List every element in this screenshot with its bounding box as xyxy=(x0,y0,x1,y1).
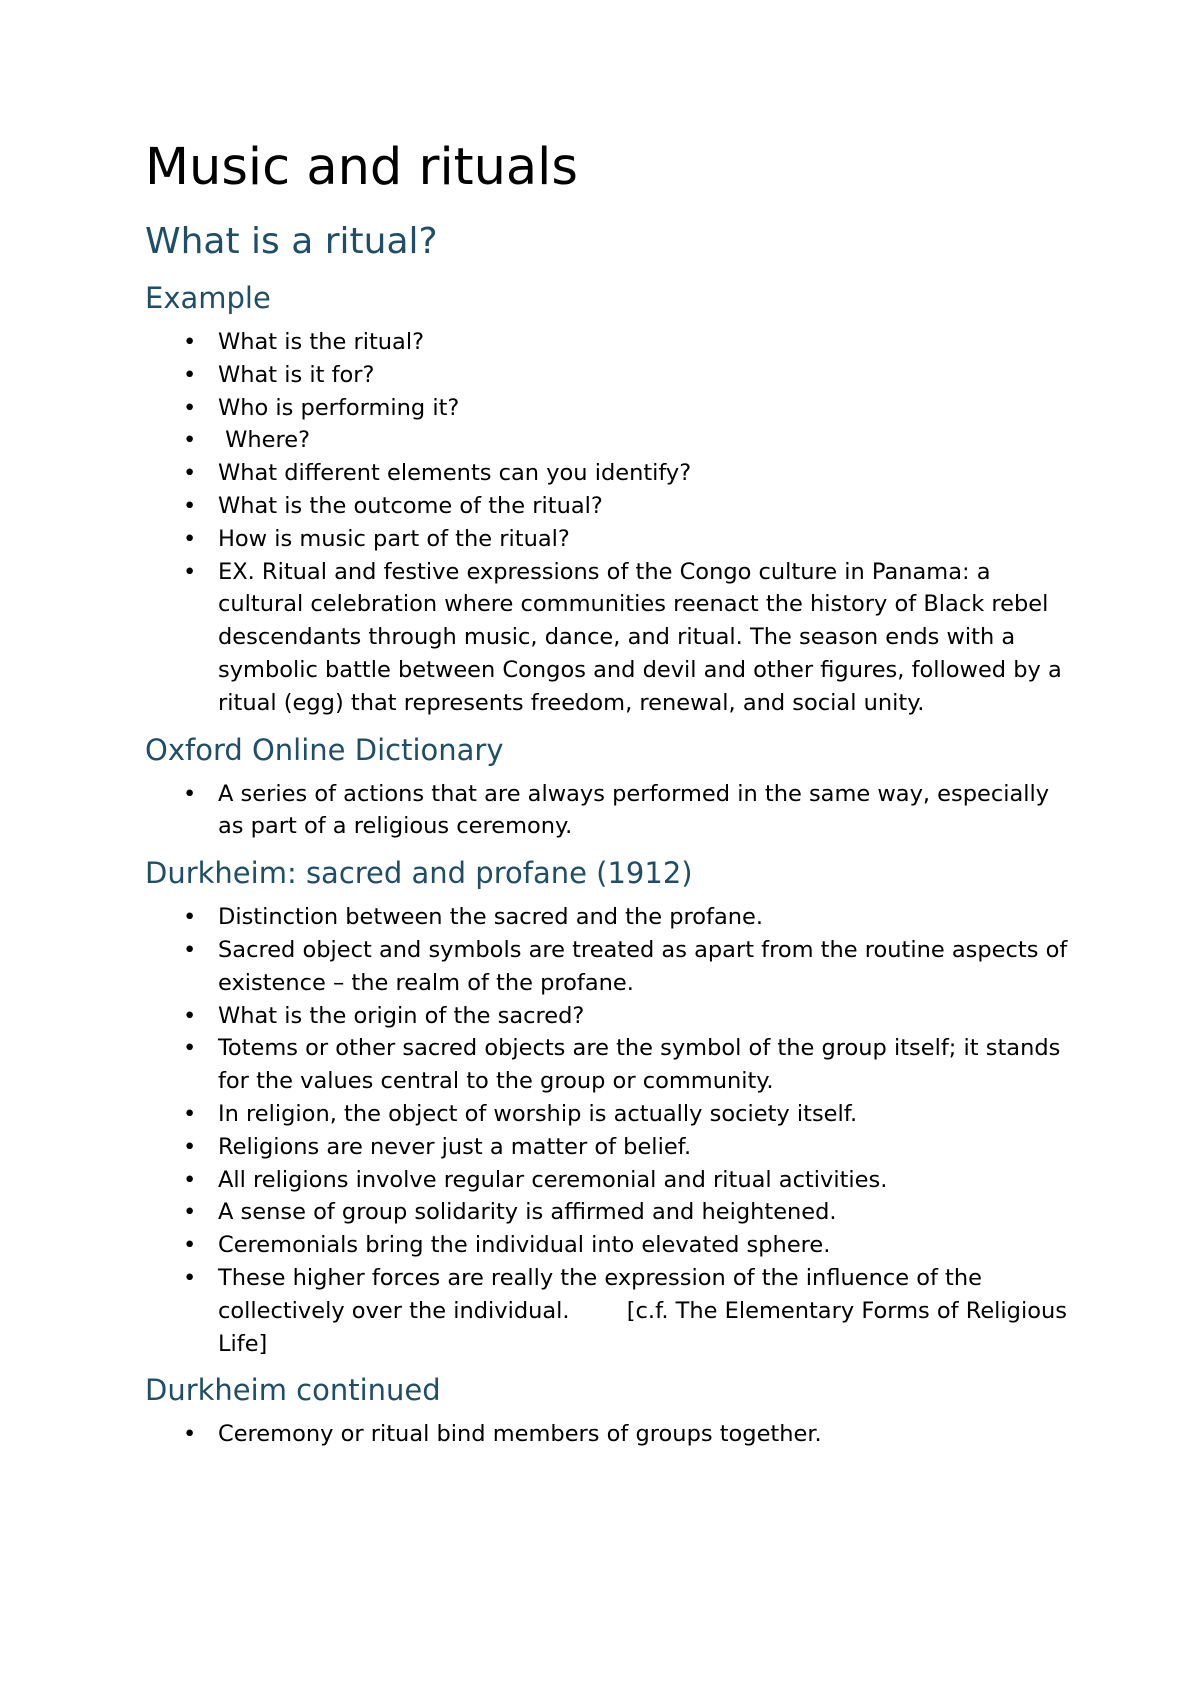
list-item: • These higher forces are really the expression of the influence of the collectively over the individual. [c.f. The Elementary Forms of Religious Life] xyxy=(145,1262,1070,1360)
list-item: • Sacred object and symbols are treated as apart from the routine aspects of existence – the realm of the profane. xyxy=(145,934,1070,1000)
list-item: • Who is performing it? xyxy=(145,392,1070,425)
list-item: • A series of actions that are always performed in the same way, especially as part of a religious ceremony. xyxy=(145,778,1070,844)
list-item: • What is it for? xyxy=(145,359,1070,392)
list-item: • What is the origin of the sacred? xyxy=(145,1000,1070,1033)
list-item: • Totems or other sacred objects are the symbol of the group itself; it stands for the values central to the group or community. xyxy=(145,1032,1070,1098)
durkheim-list xyxy=(145,901,1075,1360)
list-item: • A sense of group solidarity is affirmed and heightened. xyxy=(145,1196,1070,1229)
section-heading-what-is-a-ritual: What is a ritual? xyxy=(145,221,438,262)
list-item: • What is the ritual? xyxy=(145,326,1070,359)
subheading-oxford: Oxford Online Dictionary xyxy=(145,732,504,767)
list-item: • All religions involve regular ceremonial and ritual activities. xyxy=(145,1164,1070,1197)
oxford-list xyxy=(145,778,1070,844)
list-item: • Ceremony or ritual bind members of groups together. xyxy=(145,1418,1070,1451)
list-item: • Distinction between the sacred and the profane. xyxy=(145,901,1070,934)
document-title: Music and rituals xyxy=(145,138,578,197)
list-item: • How is music part of the ritual? xyxy=(145,523,1070,556)
list-item: • In religion, the object of worship is actually society itself. xyxy=(145,1098,1070,1131)
list-item: • What is the outcome of the ritual? xyxy=(145,490,1070,523)
list-item: • What different elements can you identify? xyxy=(145,457,1070,490)
subheading-durkheim-continued: Durkheim continued xyxy=(145,1373,441,1408)
durkheim-continued-list xyxy=(145,1418,1070,1451)
list-item: • EX. Ritual and festive expressions of the Congo culture in Panama: a cultural celebration where communities reenact the history of Black rebel descendants through music, dance, and ritual. The season ends with a symbolic battle between Congos and devil and other figures, followed by a ritual (egg) that represents freedom, renewal, and social unity. xyxy=(145,556,1070,720)
list-item: • Ceremonials bring the individual into elevated sphere. xyxy=(145,1229,1070,1262)
subheading-example: Example xyxy=(145,281,271,315)
list-item: • Religions are never just a matter of belief. xyxy=(145,1131,1070,1164)
list-item: • Where? xyxy=(145,424,1070,457)
subheading-durkheim: Durkheim: sacred and profane (1912) xyxy=(145,856,693,891)
example-list xyxy=(145,326,1070,720)
